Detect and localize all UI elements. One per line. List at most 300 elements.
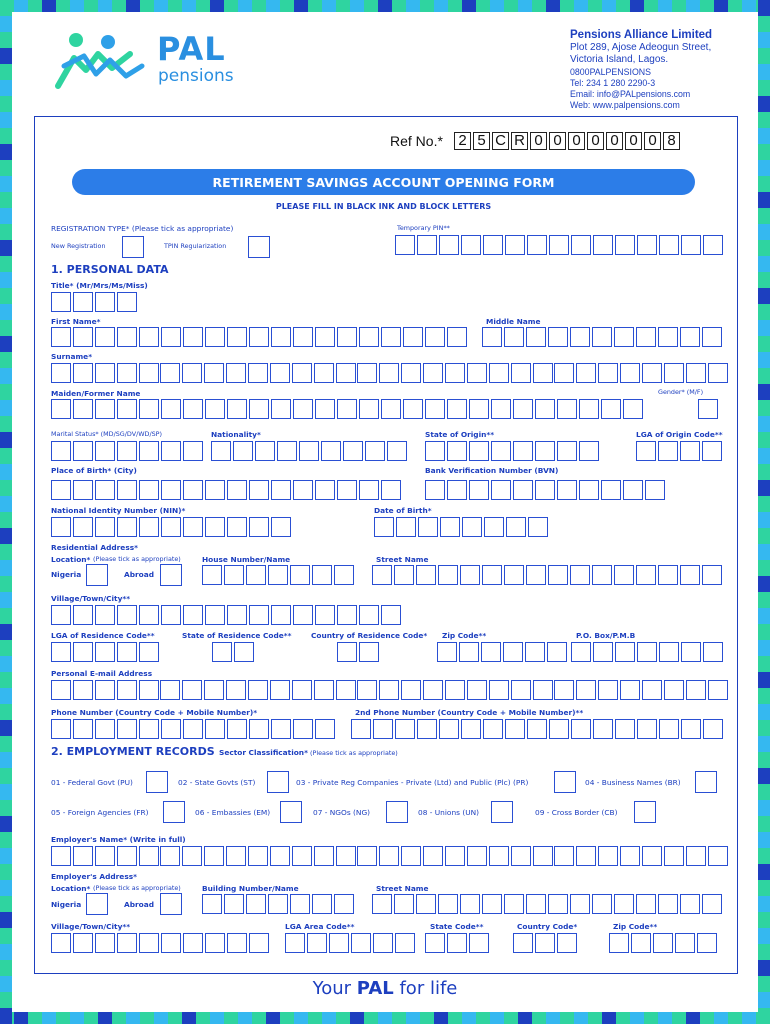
middle-name-boxes-cell[interactable] xyxy=(592,327,612,347)
maiden-name-boxes-cell[interactable] xyxy=(601,399,621,419)
first-name-boxes-cell[interactable] xyxy=(227,327,247,347)
lga-of-origin-boxes-cell[interactable] xyxy=(702,441,722,461)
building-boxes-cell[interactable] xyxy=(268,894,288,914)
bvn-boxes-cell[interactable] xyxy=(491,480,511,500)
lga-residence-boxes-cell[interactable] xyxy=(73,642,93,662)
street-name-boxes-cell[interactable] xyxy=(570,565,590,585)
village-boxes-cell[interactable] xyxy=(95,605,115,625)
surname-boxes-cell[interactable] xyxy=(357,363,377,383)
temporary-pin-boxes-cell[interactable] xyxy=(681,235,701,255)
phone-boxes-cell[interactable] xyxy=(227,719,247,739)
emp-village-boxes-cell[interactable] xyxy=(161,933,181,953)
phone2-boxes-cell[interactable] xyxy=(461,719,481,739)
phone-boxes-cell[interactable] xyxy=(161,719,181,739)
zip-boxes-cell[interactable] xyxy=(547,642,567,662)
phone-boxes-cell[interactable] xyxy=(293,719,313,739)
country-residence-boxes-cell[interactable] xyxy=(359,642,379,662)
emp-street-boxes-cell[interactable] xyxy=(416,894,436,914)
sector-opt08-checkbox[interactable] xyxy=(491,801,513,823)
nigeria-checkbox[interactable] xyxy=(86,564,108,586)
dob-boxes-cell[interactable] xyxy=(462,517,482,537)
emp-street-boxes-cell[interactable] xyxy=(570,894,590,914)
emp-zip-boxes-cell[interactable] xyxy=(675,933,695,953)
middle-name-boxes-cell[interactable] xyxy=(680,327,700,347)
surname-boxes-cell[interactable] xyxy=(51,363,71,383)
nin-boxes-cell[interactable] xyxy=(205,517,225,537)
first-name-boxes-cell[interactable] xyxy=(205,327,225,347)
dob-boxes-cell[interactable] xyxy=(440,517,460,537)
pobox-boxes-cell[interactable] xyxy=(681,642,701,662)
middle-name-boxes-cell[interactable] xyxy=(702,327,722,347)
temporary-pin-boxes-cell[interactable] xyxy=(637,235,657,255)
temporary-pin-boxes-cell[interactable] xyxy=(505,235,525,255)
maiden-name-boxes-cell[interactable] xyxy=(117,399,137,419)
emp-lga-boxes-cell[interactable] xyxy=(395,933,415,953)
maiden-name-boxes-cell[interactable] xyxy=(579,399,599,419)
email-boxes-cell[interactable] xyxy=(642,680,662,700)
employer-name-boxes-cell[interactable] xyxy=(160,846,180,866)
maiden-name-boxes-cell[interactable] xyxy=(425,399,445,419)
maiden-name-boxes-cell[interactable] xyxy=(315,399,335,419)
bvn-boxes-cell[interactable] xyxy=(469,480,489,500)
employer-name-boxes-cell[interactable] xyxy=(708,846,728,866)
emp-lga-boxes-cell[interactable] xyxy=(351,933,371,953)
marital-status-boxes-cell[interactable] xyxy=(117,441,137,461)
email-boxes-cell[interactable] xyxy=(576,680,596,700)
marital-status-boxes-cell[interactable] xyxy=(95,441,115,461)
emp-village-boxes-cell[interactable] xyxy=(95,933,115,953)
house-number-boxes-cell[interactable] xyxy=(224,565,244,585)
email-boxes-cell[interactable] xyxy=(554,680,574,700)
surname-boxes-cell[interactable] xyxy=(139,363,159,383)
temporary-pin-boxes-cell[interactable] xyxy=(527,235,547,255)
email-boxes-cell[interactable] xyxy=(95,680,115,700)
employer-name-boxes-cell[interactable] xyxy=(401,846,421,866)
surname-boxes-cell[interactable] xyxy=(336,363,356,383)
place-of-birth-boxes-cell[interactable] xyxy=(73,480,93,500)
temporary-pin-boxes-cell[interactable] xyxy=(593,235,613,255)
pobox-boxes-cell[interactable] xyxy=(571,642,591,662)
place-of-birth-boxes-cell[interactable] xyxy=(381,480,401,500)
first-name-boxes-cell[interactable] xyxy=(139,327,159,347)
first-name-boxes-cell[interactable] xyxy=(161,327,181,347)
emp-state-boxes-cell[interactable] xyxy=(447,933,467,953)
surname-boxes-cell[interactable] xyxy=(708,363,728,383)
middle-name-boxes-cell[interactable] xyxy=(482,327,502,347)
maiden-name-boxes-cell[interactable] xyxy=(403,399,423,419)
middle-name-boxes-cell[interactable] xyxy=(658,327,678,347)
village-boxes-cell[interactable] xyxy=(271,605,291,625)
first-name-boxes-cell[interactable] xyxy=(315,327,335,347)
marital-status-boxes-cell[interactable] xyxy=(73,441,93,461)
village-boxes-cell[interactable] xyxy=(117,605,137,625)
sector-opt09-checkbox[interactable] xyxy=(634,801,656,823)
employer-name-boxes-cell[interactable] xyxy=(117,846,137,866)
phone2-boxes-cell[interactable] xyxy=(637,719,657,739)
first-name-boxes-cell[interactable] xyxy=(359,327,379,347)
lga-residence-boxes-cell[interactable] xyxy=(95,642,115,662)
emp-state-boxes-cell[interactable] xyxy=(469,933,489,953)
email-boxes-cell[interactable] xyxy=(445,680,465,700)
phone2-boxes-cell[interactable] xyxy=(549,719,569,739)
employer-name-boxes-cell[interactable] xyxy=(686,846,706,866)
bvn-boxes-cell[interactable] xyxy=(447,480,467,500)
emp-country-boxes-cell[interactable] xyxy=(513,933,533,953)
state-of-origin-boxes-cell[interactable] xyxy=(579,441,599,461)
bvn-boxes-cell[interactable] xyxy=(513,480,533,500)
marital-status-boxes-cell[interactable] xyxy=(139,441,159,461)
building-boxes-cell[interactable] xyxy=(224,894,244,914)
surname-boxes-cell[interactable] xyxy=(598,363,618,383)
state-of-origin-boxes-cell[interactable] xyxy=(469,441,489,461)
house-number-boxes-cell[interactable] xyxy=(202,565,222,585)
employer-name-boxes-cell[interactable] xyxy=(357,846,377,866)
sector-opt03-checkbox[interactable] xyxy=(554,771,576,793)
house-number-boxes-cell[interactable] xyxy=(312,565,332,585)
surname-boxes-cell[interactable] xyxy=(226,363,246,383)
place-of-birth-boxes-cell[interactable] xyxy=(293,480,313,500)
maiden-name-boxes-cell[interactable] xyxy=(469,399,489,419)
maiden-name-boxes-cell[interactable] xyxy=(447,399,467,419)
first-name-boxes-cell[interactable] xyxy=(249,327,269,347)
surname-boxes-cell[interactable] xyxy=(73,363,93,383)
surname-boxes-cell[interactable] xyxy=(620,363,640,383)
email-boxes-cell[interactable] xyxy=(620,680,640,700)
phone2-boxes-cell[interactable] xyxy=(395,719,415,739)
abroad-checkbox[interactable] xyxy=(160,564,182,586)
lga-residence-boxes-cell[interactable] xyxy=(117,642,137,662)
employer-name-boxes-cell[interactable] xyxy=(423,846,443,866)
street-name-boxes-cell[interactable] xyxy=(394,565,414,585)
phone-boxes-cell[interactable] xyxy=(183,719,203,739)
temporary-pin-boxes-cell[interactable] xyxy=(417,235,437,255)
phone-boxes-cell[interactable] xyxy=(271,719,291,739)
surname-boxes-cell[interactable] xyxy=(401,363,421,383)
surname-boxes-cell[interactable] xyxy=(423,363,443,383)
temporary-pin-boxes-cell[interactable] xyxy=(571,235,591,255)
village-boxes-cell[interactable] xyxy=(293,605,313,625)
emp-street-boxes-cell[interactable] xyxy=(526,894,546,914)
village-boxes-cell[interactable] xyxy=(227,605,247,625)
village-boxes-cell[interactable] xyxy=(183,605,203,625)
village-boxes-cell[interactable] xyxy=(161,605,181,625)
village-boxes-cell[interactable] xyxy=(249,605,269,625)
place-of-birth-boxes-cell[interactable] xyxy=(227,480,247,500)
country-residence-boxes-cell[interactable] xyxy=(337,642,357,662)
temporary-pin-boxes-cell[interactable] xyxy=(659,235,679,255)
building-boxes-cell[interactable] xyxy=(312,894,332,914)
employer-name-boxes-cell[interactable] xyxy=(598,846,618,866)
bvn-boxes-cell[interactable] xyxy=(535,480,555,500)
dob-boxes-cell[interactable] xyxy=(396,517,416,537)
street-name-boxes-cell[interactable] xyxy=(372,565,392,585)
surname-boxes-cell[interactable] xyxy=(576,363,596,383)
surname-boxes-cell[interactable] xyxy=(554,363,574,383)
building-boxes-cell[interactable] xyxy=(334,894,354,914)
state-residence-boxes-cell[interactable] xyxy=(212,642,232,662)
dob-boxes-cell[interactable] xyxy=(484,517,504,537)
emp-street-boxes-cell[interactable] xyxy=(636,894,656,914)
employer-name-boxes-cell[interactable] xyxy=(139,846,159,866)
place-of-birth-boxes-cell[interactable] xyxy=(161,480,181,500)
first-name-boxes-cell[interactable] xyxy=(293,327,313,347)
email-boxes-cell[interactable] xyxy=(708,680,728,700)
first-name-boxes-cell[interactable] xyxy=(51,327,71,347)
email-boxes-cell[interactable] xyxy=(533,680,553,700)
employer-name-boxes-cell[interactable] xyxy=(51,846,71,866)
middle-name-boxes-cell[interactable] xyxy=(526,327,546,347)
village-boxes-cell[interactable] xyxy=(205,605,225,625)
state-of-origin-boxes-cell[interactable] xyxy=(447,441,467,461)
phone2-boxes-cell[interactable] xyxy=(593,719,613,739)
phone2-boxes-cell[interactable] xyxy=(571,719,591,739)
street-name-boxes-cell[interactable] xyxy=(636,565,656,585)
pobox-boxes-cell[interactable] xyxy=(659,642,679,662)
employer-name-boxes-cell[interactable] xyxy=(336,846,356,866)
nationality-boxes-cell[interactable] xyxy=(277,441,297,461)
maiden-name-boxes-cell[interactable] xyxy=(271,399,291,419)
first-name-boxes-cell[interactable] xyxy=(117,327,137,347)
lga-of-origin-boxes-cell[interactable] xyxy=(658,441,678,461)
place-of-birth-boxes-cell[interactable] xyxy=(95,480,115,500)
maiden-name-boxes-cell[interactable] xyxy=(293,399,313,419)
place-of-birth-boxes-cell[interactable] xyxy=(337,480,357,500)
emp-village-boxes-cell[interactable] xyxy=(117,933,137,953)
email-boxes-cell[interactable] xyxy=(204,680,224,700)
phone-boxes-cell[interactable] xyxy=(73,719,93,739)
phone-boxes-cell[interactable] xyxy=(249,719,269,739)
street-name-boxes-cell[interactable] xyxy=(416,565,436,585)
surname-boxes-cell[interactable] xyxy=(204,363,224,383)
emp-street-boxes-cell[interactable] xyxy=(548,894,568,914)
employer-name-boxes-cell[interactable] xyxy=(292,846,312,866)
employer-name-boxes-cell[interactable] xyxy=(270,846,290,866)
village-boxes-cell[interactable] xyxy=(337,605,357,625)
temporary-pin-boxes-cell[interactable] xyxy=(615,235,635,255)
phone2-boxes-cell[interactable] xyxy=(615,719,635,739)
nationality-boxes-cell[interactable] xyxy=(343,441,363,461)
emp-village-boxes-cell[interactable] xyxy=(73,933,93,953)
first-name-boxes-cell[interactable] xyxy=(425,327,445,347)
nin-boxes-cell[interactable] xyxy=(51,517,71,537)
phone2-boxes-cell[interactable] xyxy=(373,719,393,739)
title-boxes-cell[interactable] xyxy=(95,292,115,312)
lga-of-origin-boxes-cell[interactable] xyxy=(680,441,700,461)
email-boxes-cell[interactable] xyxy=(160,680,180,700)
lga-residence-boxes-cell[interactable] xyxy=(139,642,159,662)
temporary-pin-boxes-cell[interactable] xyxy=(483,235,503,255)
street-name-boxes-cell[interactable] xyxy=(526,565,546,585)
sector-opt04-checkbox[interactable] xyxy=(695,771,717,793)
dob-boxes-cell[interactable] xyxy=(528,517,548,537)
employer-name-boxes-cell[interactable] xyxy=(95,846,115,866)
middle-name-boxes-cell[interactable] xyxy=(504,327,524,347)
phone2-boxes-cell[interactable] xyxy=(439,719,459,739)
bvn-boxes-cell[interactable] xyxy=(645,480,665,500)
emp-zip-boxes-cell[interactable] xyxy=(609,933,629,953)
email-boxes-cell[interactable] xyxy=(598,680,618,700)
email-boxes-cell[interactable] xyxy=(686,680,706,700)
place-of-birth-boxes-cell[interactable] xyxy=(183,480,203,500)
place-of-birth-boxes-cell[interactable] xyxy=(205,480,225,500)
place-of-birth-boxes-cell[interactable] xyxy=(117,480,137,500)
emp-country-boxes-cell[interactable] xyxy=(535,933,555,953)
pobox-boxes-cell[interactable] xyxy=(615,642,635,662)
marital-status-boxes-cell[interactable] xyxy=(183,441,203,461)
maiden-name-boxes-cell[interactable] xyxy=(73,399,93,419)
dob-boxes-cell[interactable] xyxy=(506,517,526,537)
maiden-name-boxes-cell[interactable] xyxy=(491,399,511,419)
maiden-name-boxes-cell[interactable] xyxy=(249,399,269,419)
emp-village-boxes-cell[interactable] xyxy=(227,933,247,953)
nin-boxes-cell[interactable] xyxy=(73,517,93,537)
maiden-name-boxes-cell[interactable] xyxy=(623,399,643,419)
sector-opt01-checkbox[interactable] xyxy=(146,771,168,793)
phone2-boxes-cell[interactable] xyxy=(483,719,503,739)
temporary-pin-boxes-cell[interactable] xyxy=(439,235,459,255)
emp-street-boxes-cell[interactable] xyxy=(394,894,414,914)
surname-boxes-cell[interactable] xyxy=(642,363,662,383)
employer-name-boxes-cell[interactable] xyxy=(379,846,399,866)
title-boxes-cell[interactable] xyxy=(51,292,71,312)
emp-street-boxes-cell[interactable] xyxy=(482,894,502,914)
surname-boxes-cell[interactable] xyxy=(664,363,684,383)
emp-zip-boxes-cell[interactable] xyxy=(653,933,673,953)
nin-boxes-cell[interactable] xyxy=(227,517,247,537)
zip-boxes-cell[interactable] xyxy=(525,642,545,662)
maiden-name-boxes-cell[interactable] xyxy=(95,399,115,419)
phone2-boxes-cell[interactable] xyxy=(703,719,723,739)
employer-name-boxes-cell[interactable] xyxy=(489,846,509,866)
phone2-boxes-cell[interactable] xyxy=(505,719,525,739)
emp-village-boxes-cell[interactable] xyxy=(249,933,269,953)
bvn-boxes-cell[interactable] xyxy=(557,480,577,500)
temporary-pin-boxes-cell[interactable] xyxy=(549,235,569,255)
street-name-boxes-cell[interactable] xyxy=(614,565,634,585)
emp-abroad-checkbox[interactable] xyxy=(160,893,182,915)
phone-boxes-cell[interactable] xyxy=(51,719,71,739)
emp-street-boxes-cell[interactable] xyxy=(438,894,458,914)
nin-boxes-cell[interactable] xyxy=(117,517,137,537)
dob-boxes-cell[interactable] xyxy=(374,517,394,537)
first-name-boxes-cell[interactable] xyxy=(337,327,357,347)
surname-boxes-cell[interactable] xyxy=(292,363,312,383)
email-boxes-cell[interactable] xyxy=(423,680,443,700)
temporary-pin-boxes-cell[interactable] xyxy=(703,235,723,255)
email-boxes-cell[interactable] xyxy=(117,680,137,700)
sector-opt07-checkbox[interactable] xyxy=(386,801,408,823)
street-name-boxes-cell[interactable] xyxy=(438,565,458,585)
email-boxes-cell[interactable] xyxy=(51,680,71,700)
street-name-boxes-cell[interactable] xyxy=(504,565,524,585)
first-name-boxes-cell[interactable] xyxy=(73,327,93,347)
house-number-boxes-cell[interactable] xyxy=(290,565,310,585)
maiden-name-boxes-cell[interactable] xyxy=(51,399,71,419)
street-name-boxes-cell[interactable] xyxy=(702,565,722,585)
employer-name-boxes-cell[interactable] xyxy=(511,846,531,866)
emp-village-boxes-cell[interactable] xyxy=(139,933,159,953)
village-boxes-cell[interactable] xyxy=(73,605,93,625)
nin-boxes-cell[interactable] xyxy=(271,517,291,537)
temporary-pin-boxes-cell[interactable] xyxy=(461,235,481,255)
emp-lga-boxes-cell[interactable] xyxy=(285,933,305,953)
phone-boxes-cell[interactable] xyxy=(117,719,137,739)
email-boxes-cell[interactable] xyxy=(401,680,421,700)
nin-boxes-cell[interactable] xyxy=(161,517,181,537)
place-of-birth-boxes-cell[interactable] xyxy=(249,480,269,500)
pobox-boxes-cell[interactable] xyxy=(703,642,723,662)
sector-opt02-checkbox[interactable] xyxy=(267,771,289,793)
employer-name-boxes-cell[interactable] xyxy=(533,846,553,866)
emp-village-boxes-cell[interactable] xyxy=(205,933,225,953)
email-boxes-cell[interactable] xyxy=(511,680,531,700)
nationality-boxes-cell[interactable] xyxy=(387,441,407,461)
surname-boxes-cell[interactable] xyxy=(379,363,399,383)
title-boxes-cell[interactable] xyxy=(117,292,137,312)
email-boxes-cell[interactable] xyxy=(292,680,312,700)
email-boxes-cell[interactable] xyxy=(314,680,334,700)
emp-lga-boxes-cell[interactable] xyxy=(329,933,349,953)
emp-street-boxes-cell[interactable] xyxy=(658,894,678,914)
maiden-name-boxes-cell[interactable] xyxy=(337,399,357,419)
emp-street-boxes-cell[interactable] xyxy=(680,894,700,914)
maiden-name-boxes-cell[interactable] xyxy=(535,399,555,419)
state-of-origin-boxes-cell[interactable] xyxy=(425,441,445,461)
surname-boxes-cell[interactable] xyxy=(467,363,487,383)
emp-street-boxes-cell[interactable] xyxy=(460,894,480,914)
place-of-birth-boxes-cell[interactable] xyxy=(315,480,335,500)
sector-opt06-checkbox[interactable] xyxy=(280,801,302,823)
state-of-origin-boxes-cell[interactable] xyxy=(535,441,555,461)
marital-status-boxes-cell[interactable] xyxy=(161,441,181,461)
middle-name-boxes-cell[interactable] xyxy=(614,327,634,347)
pobox-boxes-cell[interactable] xyxy=(593,642,613,662)
employer-name-boxes-cell[interactable] xyxy=(576,846,596,866)
street-name-boxes-cell[interactable] xyxy=(680,565,700,585)
nationality-boxes-cell[interactable] xyxy=(255,441,275,461)
employer-name-boxes-cell[interactable] xyxy=(248,846,268,866)
maiden-name-boxes-cell[interactable] xyxy=(183,399,203,419)
first-name-boxes-cell[interactable] xyxy=(403,327,423,347)
surname-boxes-cell[interactable] xyxy=(160,363,180,383)
email-boxes-cell[interactable] xyxy=(357,680,377,700)
village-boxes-cell[interactable] xyxy=(51,605,71,625)
employer-name-boxes-cell[interactable] xyxy=(620,846,640,866)
email-boxes-cell[interactable] xyxy=(379,680,399,700)
surname-boxes-cell[interactable] xyxy=(511,363,531,383)
first-name-boxes-cell[interactable] xyxy=(95,327,115,347)
phone-boxes-cell[interactable] xyxy=(315,719,335,739)
phone-boxes-cell[interactable] xyxy=(205,719,225,739)
email-boxes-cell[interactable] xyxy=(182,680,202,700)
place-of-birth-boxes-cell[interactable] xyxy=(139,480,159,500)
surname-boxes-cell[interactable] xyxy=(95,363,115,383)
phone2-boxes-cell[interactable] xyxy=(351,719,371,739)
bvn-boxes-cell[interactable] xyxy=(425,480,445,500)
first-name-boxes-cell[interactable] xyxy=(271,327,291,347)
maiden-name-boxes-cell[interactable] xyxy=(161,399,181,419)
gender-box-cell[interactable] xyxy=(698,399,718,419)
email-boxes-cell[interactable] xyxy=(248,680,268,700)
phone2-boxes-cell[interactable] xyxy=(659,719,679,739)
street-name-boxes-cell[interactable] xyxy=(460,565,480,585)
lga-of-origin-boxes-cell[interactable] xyxy=(636,441,656,461)
employer-name-boxes-cell[interactable] xyxy=(226,846,246,866)
village-boxes-cell[interactable] xyxy=(381,605,401,625)
place-of-birth-boxes-cell[interactable] xyxy=(271,480,291,500)
zip-boxes-cell[interactable] xyxy=(459,642,479,662)
building-boxes-cell[interactable] xyxy=(202,894,222,914)
